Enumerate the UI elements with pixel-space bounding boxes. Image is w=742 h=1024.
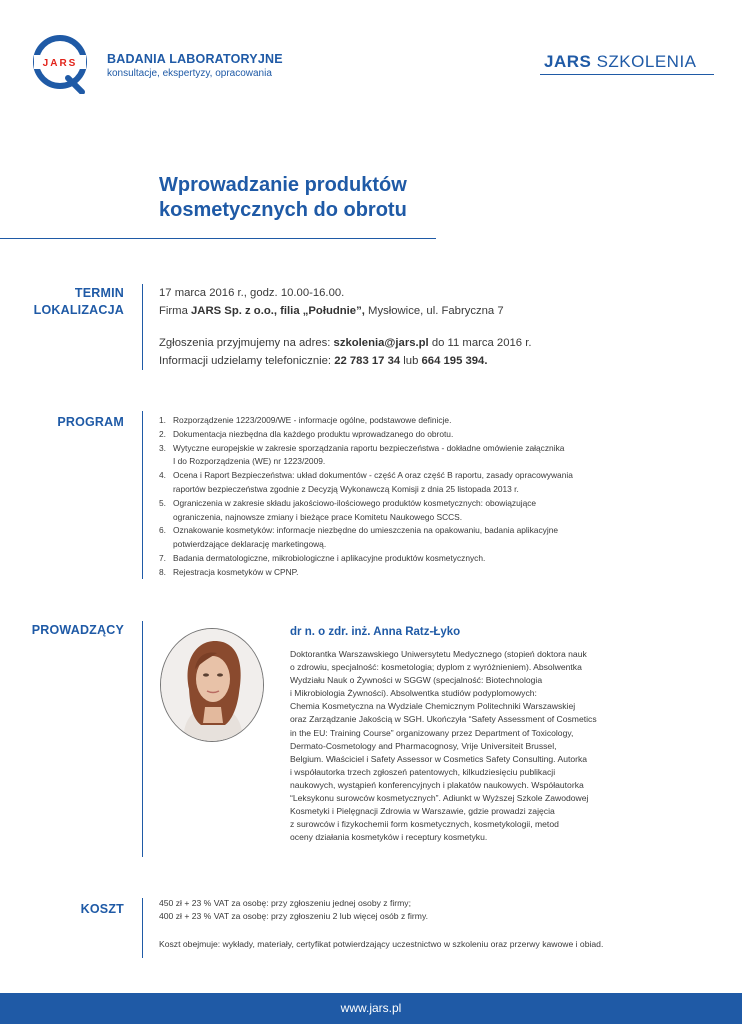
program-item-text: Rejestracja kosmetyków w CPNP.	[173, 566, 299, 577]
program-item-number: 1.	[159, 415, 166, 425]
program-list	[159, 414, 679, 580]
brand-subtitle: konsultacje, ekspertyzy, opracowania	[107, 68, 272, 79]
program-item-text: ograniczenia, najnowsze zmiany i bieżące prace Komitetu Naukowego SCCS.	[173, 511, 463, 522]
program-item-text: Ocena i Raport Bezpieczeństwa: układ dokumentów - część A oraz część B raportu, zasady opracowywania	[173, 470, 573, 481]
bio-line: i Mikrobiologia Żywności). Absolwentka studiów podyplomowych:	[290, 688, 537, 699]
cost-line-1: 450 zł + 23 % VAT za osobę: przy zgłoszeniu jednej osoby z firmy;	[159, 898, 411, 908]
program-item-text: potwierdzające deklarację marketingową.	[173, 539, 327, 550]
program-item-number: 4.	[159, 470, 166, 481]
registration-info: Zgłoszenia przyjmujemy na adres: szkolenia@jars.pl do 11 marca 2016 r.	[159, 337, 532, 349]
bio-line: naukowych, wystąpień konferencyjnych i plakatów naukowych. Współautorka	[290, 779, 584, 790]
bio-line: z surowców i fizykochemii form kosmetycznych, kosmetykologii, metod	[290, 819, 559, 830]
course-title-line-1: Wprowadzanie produktów	[159, 174, 407, 196]
program-item-text: Dokumentacja niezbędna dla każdego produktu wprowadzanego do obrotu.	[173, 428, 454, 439]
logo-text: JARS	[42, 58, 78, 69]
brand-title: BADANIA LABORATORYJNE	[107, 52, 283, 66]
program-item	[159, 566, 679, 580]
cost-includes: Koszt obejmuje: wykłady, materiały, certyfikat potwierdzający uczestnictwo w szkoleniu oraz przerwy kawowe i obiad.	[159, 939, 604, 949]
program-item-number: 8.	[159, 566, 166, 577]
bio-line: “Leksykonu surowców kosmetycznych”. Adiunkt w Wyższej Szkole Zawodowej	[290, 793, 589, 804]
course-title	[159, 173, 459, 223]
program-item-text: Ograniczenia w zakresie składu jakościowo-ilościowego produktów kosmetycznych: obowiązujące	[173, 497, 537, 508]
bio-line: i współautorka trzech zgłoszeń patentowych, kilkudziesięciu publikacji	[290, 766, 556, 777]
footer-bar	[0, 993, 742, 1024]
cost-line-2: 400 zł + 23 % VAT za osobę: przy zgłoszeniu 2 lub więcej osób z firmy.	[159, 911, 429, 921]
program-item-text: I do Rozporządzenia (WE) nr 1223/2009.	[173, 456, 326, 467]
phone-2: 664 195 394.	[421, 355, 488, 367]
program-item	[159, 428, 679, 442]
program-item-number: 3.	[159, 442, 166, 453]
lecturer-bio	[290, 648, 670, 844]
jars-szkolenia-heading	[544, 52, 697, 72]
bio-line: Dermato-Cosmetology and Pharmacognosy, Vrije Universiteit Brussel,	[290, 740, 557, 751]
label-koszt: KOSZT	[80, 902, 124, 916]
program-item-text: raportów bezpieczeństwa zgodnie z Decyzją Wykonawczą Komisji z dnia 25 listopada 2013 r.	[173, 483, 519, 494]
program-item	[159, 524, 679, 552]
program-item-text: Oznakowanie kosmetyków: informacje niezbędne do umieszczenia na opakowaniu, badania aplikacyjne	[173, 525, 559, 536]
bio-line: Kosmetyki i Pielęgnacji Zdrowia w Warszawie, gdzie prowadzi zajęcia	[290, 806, 555, 817]
bio-line: oceny działania kosmetyków i receptury kosmetyku.	[290, 832, 488, 843]
registration-email-link[interactable]: szkolenia@jars.pl	[333, 337, 429, 349]
phone-info: Informacji udzielamy telefonicznie: 22 783 17 34 lub 664 195 394.	[159, 355, 488, 367]
bio-line: Wydziału Nauk o Żywności w SGGW (specjalność: Biotechnologia	[290, 675, 543, 686]
bio-line: Belgium. Właściciel i Safety Assessor w Cosmetics Safety Consulting. Autorka	[290, 753, 588, 764]
phone-1: 22 783 17 34	[334, 355, 401, 367]
program-item	[159, 442, 679, 470]
course-date: 17 marca 2016 r., godz. 10.00-16.00.	[159, 287, 345, 299]
jars-logo	[30, 34, 90, 94]
header-divider	[540, 74, 714, 75]
program-item	[159, 414, 679, 428]
program-item	[159, 497, 679, 525]
program-item-number: 7.	[159, 552, 166, 563]
title-divider	[0, 238, 436, 239]
label-program: PROGRAM	[57, 415, 124, 429]
label-lokalizacja: LOKALIZACJA	[33, 303, 124, 317]
lecturer-name: dr n. o zdr. inż. Anna Ratz-Łyko	[290, 626, 461, 638]
section-divider-lecturer	[142, 621, 143, 857]
bio-line: o zdrowiu, specjalność: kosmetologia; dyplom z wyróżnieniem). Absolwentka	[290, 662, 582, 673]
program-item	[159, 552, 679, 566]
section-divider-termin	[142, 284, 143, 370]
section-divider-cost	[142, 898, 143, 958]
bio-line: oraz Zarządzanie Jakością w SGH. Ukończyła “Safety Assessment of Cosmetics	[290, 714, 597, 725]
program-item	[159, 469, 679, 497]
program-item-number: 5.	[159, 497, 166, 508]
program-item-number: 6.	[159, 525, 166, 536]
course-title-line-2: kosmetycznych do obrotu	[159, 199, 407, 221]
section-divider-program	[142, 411, 143, 579]
footer-website-link[interactable]: www.jars.pl	[340, 1001, 402, 1015]
program-item-text: Badania dermatologiczne, mikrobiologiczne i aplikacyjne produktów kosmetycznych.	[173, 552, 486, 563]
label-termin: TERMIN	[74, 286, 124, 300]
label-prowadzacy: PROWADZĄCY	[31, 623, 124, 637]
bio-line: in the EU: Training Course” organizowany przez Department of Toxicology,	[290, 727, 574, 738]
bio-line: Chemia Kosmetyczna na Wydziale Chemicznym Politechniki Warszawskiej	[290, 701, 576, 712]
program-item-text: Wytyczne europejskie w zakresie sporządzania raportu bezpieczeństwa - dokładne omówienie załącznika	[173, 442, 565, 453]
szkolenia-text: SZKOLENIA	[591, 52, 697, 71]
bio-line: Doktorantka Warszawskiego Uniwersytetu Medycznego (stopień doktora nauk	[290, 649, 587, 659]
course-location: Firma JARS Sp. z o.o., filia „Południe”, Mysłowice, ul. Fabryczna 7	[159, 305, 504, 317]
lecturer-photo	[160, 628, 264, 742]
jars-bold: JARS	[544, 52, 592, 71]
program-item-text: Rozporządzenie 1223/2009/WE - informacje ogólne, podstawowe definicje.	[173, 415, 452, 425]
program-item-number: 2.	[159, 428, 166, 439]
